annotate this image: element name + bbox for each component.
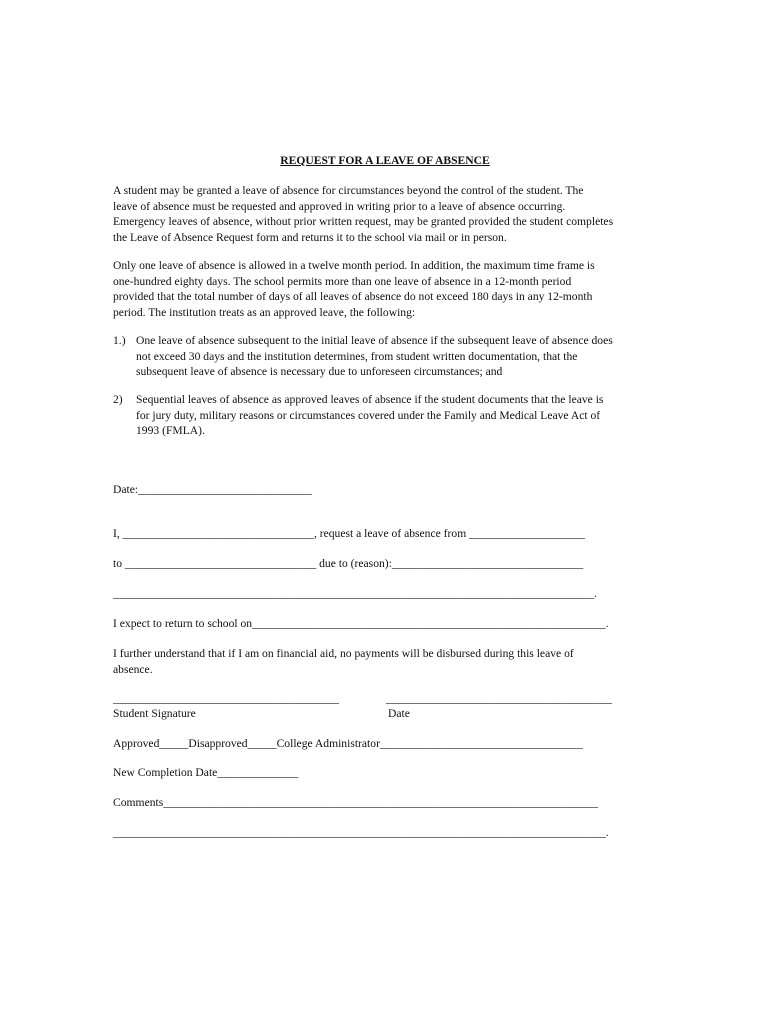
intro-paragraph [113,183,673,245]
statement-line: absence. [113,662,153,676]
comments-continuation-field[interactable]: _____________________________________________________________________________________. [113,826,609,839]
student-signature-field[interactable]: _______________________________________ [113,692,340,705]
list-item-number: 2) [113,393,123,406]
request-field[interactable]: I, _________________________________, request a leave of absence from ____________________ [113,527,586,540]
date-label: Date [388,707,410,720]
paragraph-line: Only one leave of absence is allowed in a twelve month period. In addition, the maximum time frame is [113,259,595,272]
list-item-number: 1.) [113,334,126,347]
list-item-text [136,333,676,380]
return-date-field[interactable]: I expect to return to school on_____________________________________________________________. [113,617,609,630]
paragraph-line: the Leave of Absence Request form and returns it to the school via mail or in person. [113,230,507,244]
completion-date-field[interactable]: New Completion Date______________ [113,766,299,779]
list-item-line: 1993 (FMLA). [136,424,205,438]
list-item-text [136,392,676,439]
financial-aid-statement [113,646,673,677]
paragraph-line: leave of absence must be requested and approved in writing prior to a leave of absence occurring. [113,199,566,213]
paragraph-line: period. The institution treats as an approved leave, the following: [113,305,416,319]
signature-date-field[interactable]: _______________________________________ [386,692,613,705]
policy-paragraph [113,258,673,320]
list-item-line: One leave of absence subsequent to the initial leave of absence if the subsequent leave of absence does [136,334,613,347]
list-item-line: for jury duty, military reasons or circumstances covered under the Family and Medical Leave Act of [136,408,601,422]
paragraph-line: one-hundred eighty days. The school permits more than one leave of absence in a 12-month period [113,274,572,288]
reason-continuation-field[interactable]: ___________________________________________________________________________________. [113,587,598,600]
date-field[interactable]: Date:______________________________ [113,483,313,496]
student-signature-label: Student Signature [113,707,196,720]
paragraph-line: A student may be granted a leave of absence for circumstances beyond the control of the student. The [113,184,584,197]
paragraph-line: Emergency leaves of absence, without prior written request, may be granted provided the student completes [113,215,614,229]
list-item-line: Sequential leaves of absence as approved leaves of absence if the student documents that the leave is [136,393,604,406]
approval-field[interactable]: Approved_____Disapproved_____College Administrator___________________________________ [113,737,583,750]
page-title: REQUEST FOR A LEAVE OF ABSENCE [280,154,490,167]
paragraph-line: provided that the total number of days of all leaves of absence do not exceed 180 days in any 12-month [113,290,593,304]
reason-field[interactable]: to _________________________________ due to (reason):_________________________________ [113,557,584,570]
statement-line: I further understand that if I am on financial aid, no payments will be disbursed during this leave of [113,647,574,660]
list-item-line: subsequent leave of absence is necessary due to unforeseen circumstances; and [136,365,503,379]
list-item-line: not exceed 30 days and the institution determines, from student written documentation, that the [136,349,578,363]
comments-field[interactable]: Comments___________________________________________________________________________ [113,796,599,809]
